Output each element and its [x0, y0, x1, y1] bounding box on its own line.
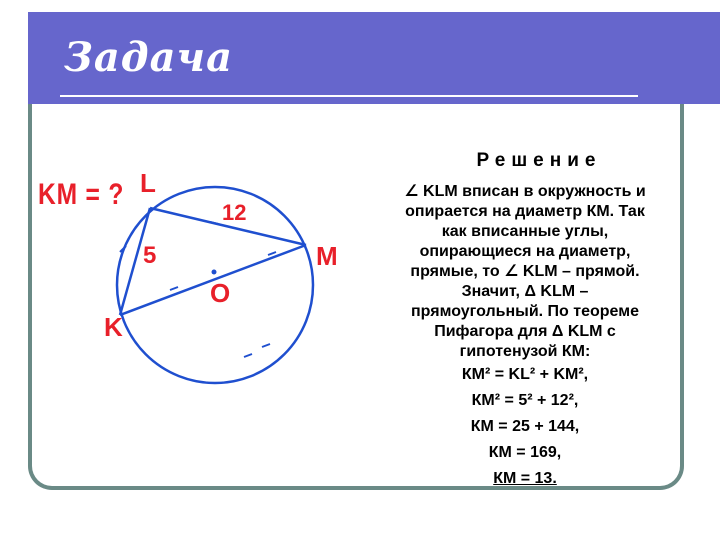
label-l: L — [140, 168, 156, 198]
solution-line: прямые, то ∠ KLM – прямой. — [410, 263, 640, 280]
label-o: O — [210, 278, 231, 308]
solution-line: Пифагора для Δ KLM с — [434, 323, 616, 340]
formula-line: КМ = 25 + 144, — [470, 418, 580, 435]
solution-heading: Решение — [476, 150, 602, 171]
solution-line: Значит, Δ KLM – — [461, 283, 589, 300]
slide-title: Задача — [64, 34, 234, 81]
center-point — [212, 270, 217, 275]
solution-line: опирающиеся на диаметр, — [419, 243, 631, 260]
solution-line: как вписанные углы, — [441, 223, 609, 240]
solution-line: гипотенузой КМ: — [459, 343, 591, 360]
formula-line: КМ² = 5² + 12², — [471, 392, 579, 409]
solution-line: опирается на диаметр КМ. Так — [405, 203, 645, 220]
question-label: KM = ? — [38, 178, 125, 211]
solution-line: ∠ KLM вписан в окружность и — [404, 183, 646, 200]
solution-line: прямоугольный. По теореме — [411, 303, 639, 320]
formula-line: КМ² = KL² + KM², — [461, 366, 589, 383]
label-m: M — [316, 241, 338, 271]
label-side-lm: 12 — [222, 200, 247, 225]
formula-line: КМ = 169, — [488, 444, 562, 461]
label-side-kl: 5 — [143, 242, 157, 269]
final-answer: КМ = 13. — [493, 470, 557, 487]
solution-block — [360, 150, 690, 492]
label-k: K — [104, 312, 123, 342]
